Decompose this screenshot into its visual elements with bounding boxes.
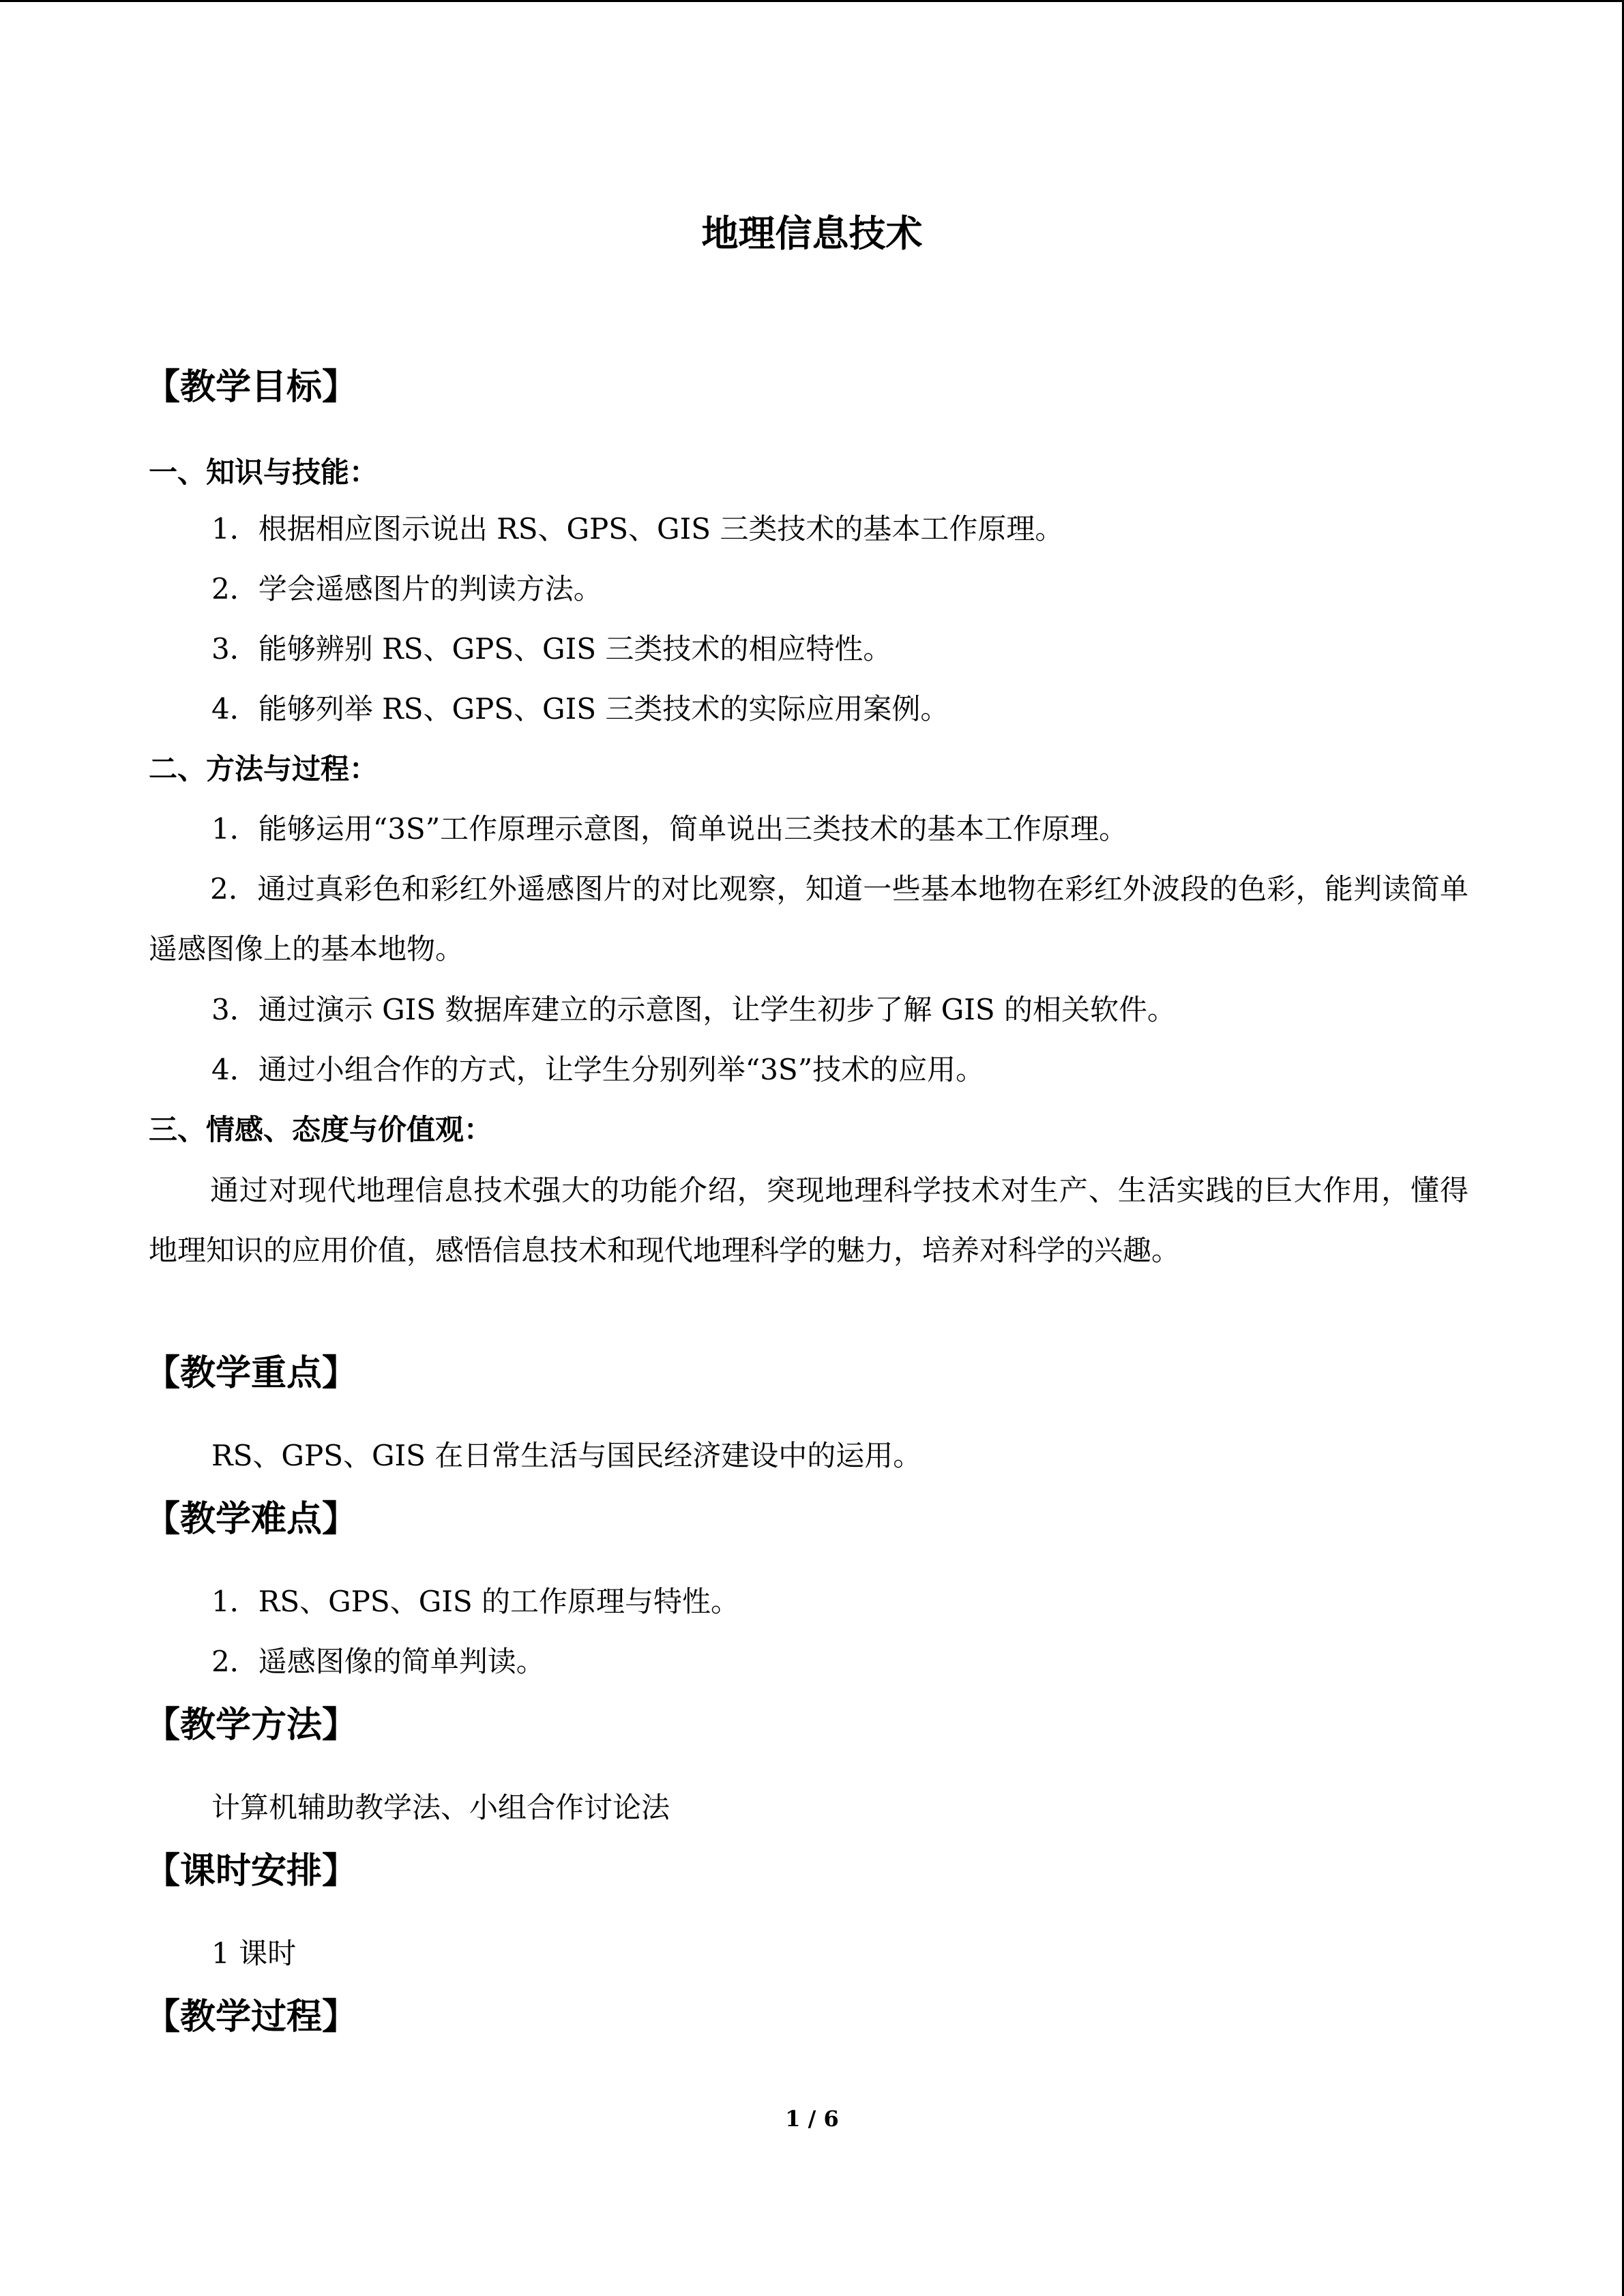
section-heading-key-points: 【教学重点】 [145,1353,358,1394]
list-item: 2．学会遥感图片的判读方法。 [211,572,602,606]
key-points-text: RS、GPS、GIS 在日常生活与国民经济建设中的运用。 [211,1439,922,1472]
list-item: 1．RS、GPS、GIS 的工作原理与特性。 [211,1585,739,1618]
list-item: 2．遥感图像的简单判读。 [211,1645,545,1678]
subheading-process: 二、方法与过程： [149,752,379,786]
page-number: 1 / 6 [785,2106,839,2132]
schedule-text: 1 课时 [211,1937,297,1970]
list-item: 1．根据相应图示说出 RS、GPS、GIS 三类技术的基本工作原理。 [211,512,1064,546]
section-heading-methods: 【教学方法】 [145,1705,358,1746]
section-heading-schedule: 【课时安排】 [145,1851,358,1892]
list-item: 4．能够列举 RS、GPS、GIS 三类技术的实际应用案例。 [211,692,949,726]
section-heading-process-steps: 【教学过程】 [145,1997,358,2038]
values-paragraph: 通过对现代地理信息技术强大的功能介绍，突现地理科学技术对生产、生活实践的巨大作用，懂得地理知识的应用价值，感悟信息技术和现代地理科学的魅力，培养对科学的兴趣。 [149,1174,1468,1267]
section-heading-difficulties: 【教学难点】 [145,1499,358,1540]
list-item: 3．通过演示 GIS 数据库建立的示意图，让学生初步了解 GIS 的相关软件。 [211,993,1176,1026]
list-item: 4．通过小组合作的方式，让学生分别列举“3S”技术的应用。 [211,1053,985,1086]
document-title: 地理信息技术 [701,212,923,255]
subheading-values: 三、情感、态度与价值观： [149,1113,493,1146]
page-border-top [0,0,1624,2]
list-item: 1．能够运用“3S”工作原理示意图，简单说出三类技术的基本工作原理。 [211,812,1128,846]
subheading-knowledge: 一、知识与技能： [149,456,379,489]
section-heading-objectives: 【教学目标】 [145,367,358,408]
list-item-paragraph: 2．通过真彩色和彩红外遥感图片的对比观察，知道一些基本地物在彩红外波段的色彩，能判读简单遥感图像上的基本地物。 [149,872,1468,966]
list-item: 3．能够辨别 RS、GPS、GIS 三类技术的相应特性。 [211,632,892,666]
methods-text: 计算机辅助教学法、小组合作讨论法 [211,1791,670,1824]
